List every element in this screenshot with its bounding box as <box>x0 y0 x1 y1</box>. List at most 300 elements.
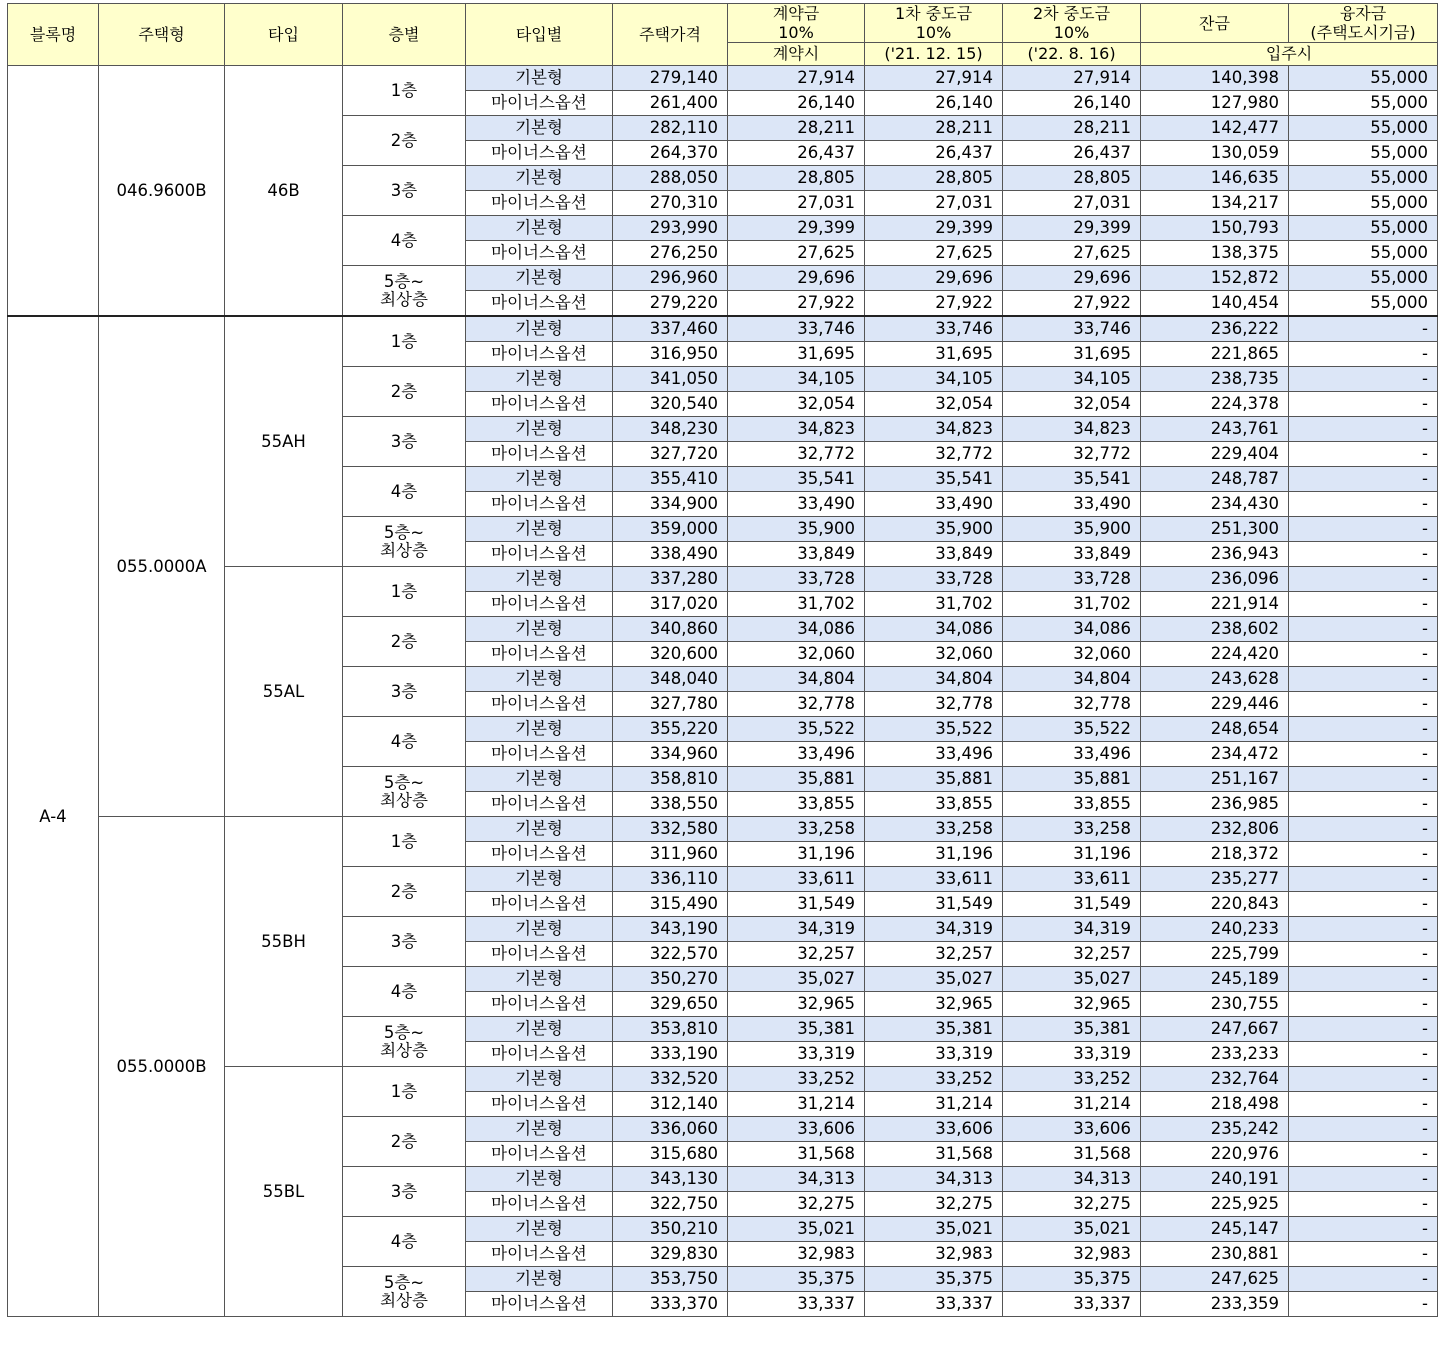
contract-cell: 26,437 <box>728 141 865 166</box>
option-minus-cell: 마이너스옵션 <box>466 992 613 1017</box>
balance-cell: 220,843 <box>1141 892 1289 917</box>
price-cell: 350,210 <box>613 1217 728 1242</box>
mid2-cell: 28,805 <box>1003 166 1141 191</box>
floor-label: 2층 <box>390 631 418 651</box>
price-cell: 334,900 <box>613 492 728 517</box>
table-row <box>8 66 1438 91</box>
loan-cell: - <box>1289 567 1438 592</box>
contract-cell: 35,021 <box>728 1217 865 1242</box>
contract-cell: 34,319 <box>728 917 865 942</box>
price-cell: 333,190 <box>613 1042 728 1067</box>
floor-label: 4층 <box>390 1231 418 1251</box>
price-cell: 348,040 <box>613 667 728 692</box>
floor-label: 5층~ <box>383 772 425 792</box>
mid1-cell: 32,275 <box>865 1192 1003 1217</box>
mid1-cell: 26,437 <box>865 141 1003 166</box>
option-basic-cell: 기본형 <box>466 717 613 742</box>
price-cell: 348,230 <box>613 417 728 442</box>
header-loan <box>1289 4 1438 43</box>
balance-cell: 245,147 <box>1141 1217 1289 1242</box>
balance-cell: 229,446 <box>1141 692 1289 717</box>
price-cell: 315,490 <box>613 892 728 917</box>
price-cell: 341,050 <box>613 367 728 392</box>
contract-cell: 31,196 <box>728 842 865 867</box>
loan-cell: - <box>1289 1017 1438 1042</box>
loan-cell: 55,000 <box>1289 116 1438 141</box>
contract-cell: 35,381 <box>728 1017 865 1042</box>
mid2-cell: 33,611 <box>1003 867 1141 892</box>
balance-cell: 236,943 <box>1141 542 1289 567</box>
contract-cell: 33,728 <box>728 567 865 592</box>
mid1-cell: 28,211 <box>865 116 1003 141</box>
mid1-cell: 35,375 <box>865 1267 1003 1292</box>
floor-cell <box>343 567 466 617</box>
floor-label: 4층 <box>390 731 418 751</box>
contract-cell: 34,313 <box>728 1167 865 1192</box>
block-name-cell: A-4 <box>8 316 99 1317</box>
loan-cell: - <box>1289 342 1438 367</box>
mid1-cell: 33,611 <box>865 867 1003 892</box>
mid1-cell: 29,399 <box>865 216 1003 241</box>
mid2-cell: 35,881 <box>1003 767 1141 792</box>
loan-cell: - <box>1289 467 1438 492</box>
type-cell: 55AL <box>225 567 343 817</box>
price-cell: 355,220 <box>613 717 728 742</box>
contract-cell: 31,702 <box>728 592 865 617</box>
loan-cell: - <box>1289 1067 1438 1092</box>
option-minus-cell: 마이너스옵션 <box>466 592 613 617</box>
floor-label: 2층 <box>390 130 418 150</box>
mid1-cell: 35,881 <box>865 767 1003 792</box>
option-minus-cell: 마이너스옵션 <box>466 1292 613 1317</box>
loan-cell: - <box>1289 842 1438 867</box>
contract-cell: 32,060 <box>728 642 865 667</box>
option-basic-cell: 기본형 <box>466 1217 613 1242</box>
loan-cell: - <box>1289 1142 1438 1167</box>
floor-label: 2층 <box>390 1131 418 1151</box>
loan-cell: - <box>1289 1117 1438 1142</box>
loan-cell: - <box>1289 817 1438 842</box>
balance-cell: 236,985 <box>1141 792 1289 817</box>
balance-cell: 221,914 <box>1141 592 1289 617</box>
balance-cell: 220,976 <box>1141 1142 1289 1167</box>
option-minus-cell: 마이너스옵션 <box>466 1142 613 1167</box>
balance-cell: 224,378 <box>1141 392 1289 417</box>
loan-cell: 55,000 <box>1289 291 1438 317</box>
balance-cell: 235,242 <box>1141 1117 1289 1142</box>
option-basic-cell: 기본형 <box>466 467 613 492</box>
price-table <box>7 3 1438 1317</box>
floor-cell <box>343 216 466 266</box>
floor-cell <box>343 967 466 1017</box>
floor-cell <box>343 617 466 667</box>
price-cell: 327,720 <box>613 442 728 467</box>
header-floor: 층별 <box>343 4 466 66</box>
option-basic-cell: 기본형 <box>466 617 613 642</box>
price-cell: 311,960 <box>613 842 728 867</box>
option-basic-cell: 기본형 <box>466 216 613 241</box>
floor-label: 5층~ <box>383 1272 425 1292</box>
loan-cell: - <box>1289 892 1438 917</box>
option-minus-cell: 마이너스옵션 <box>466 342 613 367</box>
contract-cell: 27,914 <box>728 66 865 91</box>
mid1-cell: 32,983 <box>865 1242 1003 1267</box>
floor-label: 5층~ <box>383 1022 425 1042</box>
table-row <box>8 817 1438 842</box>
loan-cell: - <box>1289 992 1438 1017</box>
option-minus-cell: 마이너스옵션 <box>466 1042 613 1067</box>
loan-cell: - <box>1289 542 1438 567</box>
floor-cell <box>343 66 466 116</box>
mid1-cell: 34,319 <box>865 917 1003 942</box>
balance-cell: 251,300 <box>1141 517 1289 542</box>
mid2-cell: 35,900 <box>1003 517 1141 542</box>
loan-cell: 55,000 <box>1289 216 1438 241</box>
mid2-cell: 27,031 <box>1003 191 1141 216</box>
housing-type-cell: 046.9600B <box>99 66 225 317</box>
mid2-cell: 33,252 <box>1003 1067 1141 1092</box>
floor-label: 5층~ <box>383 271 425 291</box>
floor-cell <box>343 717 466 767</box>
mid2-cell: 31,214 <box>1003 1092 1141 1117</box>
loan-cell: - <box>1289 942 1438 967</box>
mid2-cell: 33,337 <box>1003 1292 1141 1317</box>
floor-cell <box>343 917 466 967</box>
mid2-cell: 33,319 <box>1003 1042 1141 1067</box>
mid2-cell: 27,914 <box>1003 66 1141 91</box>
floor-label-top: 최상층 <box>380 540 428 560</box>
balance-cell: 134,217 <box>1141 191 1289 216</box>
contract-cell: 33,252 <box>728 1067 865 1092</box>
floor-label: 2층 <box>390 881 418 901</box>
floor-cell <box>343 1267 466 1317</box>
floor-label: 3층 <box>390 431 418 451</box>
contract-cell: 31,568 <box>728 1142 865 1167</box>
mid2-cell: 35,541 <box>1003 467 1141 492</box>
contract-cell: 35,541 <box>728 467 865 492</box>
option-basic-cell: 기본형 <box>466 567 613 592</box>
option-basic-cell: 기본형 <box>466 517 613 542</box>
mid1-cell: 27,922 <box>865 291 1003 317</box>
mid1-cell: 26,140 <box>865 91 1003 116</box>
mid2-cell: 26,437 <box>1003 141 1141 166</box>
floor-cell <box>343 467 466 517</box>
contract-cell: 32,983 <box>728 1242 865 1267</box>
option-minus-cell: 마이너스옵션 <box>466 241 613 266</box>
option-minus-cell: 마이너스옵션 <box>466 1192 613 1217</box>
loan-cell: - <box>1289 767 1438 792</box>
price-cell: 279,140 <box>613 66 728 91</box>
option-basic-cell: 기본형 <box>466 1017 613 1042</box>
loan-cell: 55,000 <box>1289 191 1438 216</box>
contract-cell: 27,031 <box>728 191 865 216</box>
loan-cell: 55,000 <box>1289 66 1438 91</box>
mid1-cell: 27,031 <box>865 191 1003 216</box>
mid1-cell: 32,054 <box>865 392 1003 417</box>
balance-cell: 230,755 <box>1141 992 1289 1017</box>
mid2-cell: 34,823 <box>1003 417 1141 442</box>
option-basic-cell: 기본형 <box>466 1167 613 1192</box>
price-cell: 359,000 <box>613 517 728 542</box>
mid1-cell: 31,702 <box>865 592 1003 617</box>
price-cell: 336,060 <box>613 1117 728 1142</box>
option-minus-cell: 마이너스옵션 <box>466 392 613 417</box>
mid2-cell: 33,728 <box>1003 567 1141 592</box>
floor-cell <box>343 517 466 567</box>
floor-label: 3층 <box>390 931 418 951</box>
loan-cell: - <box>1289 592 1438 617</box>
price-cell: 316,950 <box>613 342 728 367</box>
mid1-cell: 34,823 <box>865 417 1003 442</box>
loan-cell: - <box>1289 1242 1438 1267</box>
option-basic-cell: 기본형 <box>466 1067 613 1092</box>
loan-cell: - <box>1289 417 1438 442</box>
price-cell: 288,050 <box>613 166 728 191</box>
option-basic-cell: 기본형 <box>466 116 613 141</box>
option-basic-cell: 기본형 <box>466 867 613 892</box>
loan-cell: 55,000 <box>1289 166 1438 191</box>
header-type: 타입 <box>225 4 343 66</box>
option-basic-cell: 기본형 <box>466 316 613 342</box>
mid2-cell: 31,568 <box>1003 1142 1141 1167</box>
balance-cell: 224,420 <box>1141 642 1289 667</box>
price-cell: 329,650 <box>613 992 728 1017</box>
floor-label: 1층 <box>390 80 418 100</box>
contract-cell: 35,881 <box>728 767 865 792</box>
price-cell: 293,990 <box>613 216 728 241</box>
option-basic-cell: 기본형 <box>466 767 613 792</box>
mid1-cell: 33,728 <box>865 567 1003 592</box>
option-minus-cell: 마이너스옵션 <box>466 141 613 166</box>
balance-cell: 130,059 <box>1141 141 1289 166</box>
mid1-cell: 33,258 <box>865 817 1003 842</box>
balance-cell: 238,735 <box>1141 367 1289 392</box>
mid2-cell: 35,027 <box>1003 967 1141 992</box>
loan-cell: - <box>1289 742 1438 767</box>
header-mid2 <box>1003 4 1141 43</box>
option-minus-cell: 마이너스옵션 <box>466 191 613 216</box>
contract-cell: 33,611 <box>728 867 865 892</box>
mid1-cell: 33,606 <box>865 1117 1003 1142</box>
option-minus-cell: 마이너스옵션 <box>466 1092 613 1117</box>
price-cell: 332,520 <box>613 1067 728 1092</box>
mid1-cell: 31,568 <box>865 1142 1003 1167</box>
loan-cell: 55,000 <box>1289 266 1438 291</box>
balance-cell: 229,404 <box>1141 442 1289 467</box>
floor-label: 3층 <box>390 1181 418 1201</box>
header-mid1-pct: 10% <box>915 23 952 42</box>
table-body <box>8 66 1438 1317</box>
price-cell: 322,750 <box>613 1192 728 1217</box>
mid1-cell: 32,965 <box>865 992 1003 1017</box>
mid1-cell: 33,490 <box>865 492 1003 517</box>
loan-cell: - <box>1289 1192 1438 1217</box>
balance-cell: 235,277 <box>1141 867 1289 892</box>
balance-cell: 240,191 <box>1141 1167 1289 1192</box>
mid2-cell: 27,625 <box>1003 241 1141 266</box>
price-cell: 337,460 <box>613 316 728 342</box>
mid2-cell: 34,313 <box>1003 1167 1141 1192</box>
contract-cell: 32,772 <box>728 442 865 467</box>
balance-cell: 225,799 <box>1141 942 1289 967</box>
mid2-cell: 32,983 <box>1003 1242 1141 1267</box>
balance-cell: 221,865 <box>1141 342 1289 367</box>
price-cell: 279,220 <box>613 291 728 317</box>
mid2-cell: 34,105 <box>1003 367 1141 392</box>
price-cell: 353,750 <box>613 1267 728 1292</box>
floor-cell <box>343 266 466 317</box>
balance-cell: 152,872 <box>1141 266 1289 291</box>
loan-cell: - <box>1289 917 1438 942</box>
mid2-cell: 33,849 <box>1003 542 1141 567</box>
mid2-cell: 31,196 <box>1003 842 1141 867</box>
contract-cell: 27,922 <box>728 291 865 317</box>
balance-cell: 236,222 <box>1141 316 1289 342</box>
mid2-cell: 33,496 <box>1003 742 1141 767</box>
contract-cell: 33,746 <box>728 316 865 342</box>
contract-cell: 26,140 <box>728 91 865 116</box>
price-cell: 353,810 <box>613 1017 728 1042</box>
mid2-cell: 33,606 <box>1003 1117 1141 1142</box>
price-cell: 320,540 <box>613 392 728 417</box>
floor-cell <box>343 1117 466 1167</box>
option-minus-cell: 마이너스옵션 <box>466 842 613 867</box>
type-cell: 55BH <box>225 817 343 1067</box>
balance-cell: 142,477 <box>1141 116 1289 141</box>
price-cell: 312,140 <box>613 1092 728 1117</box>
loan-cell: - <box>1289 1292 1438 1317</box>
loan-cell: - <box>1289 1217 1438 1242</box>
header-move-in: 입주시 <box>1141 43 1438 66</box>
floor-label: 1층 <box>390 831 418 851</box>
loan-cell: - <box>1289 316 1438 342</box>
price-cell: 320,600 <box>613 642 728 667</box>
loan-cell: - <box>1289 1042 1438 1067</box>
loan-cell: 55,000 <box>1289 141 1438 166</box>
loan-cell: - <box>1289 792 1438 817</box>
contract-cell: 33,490 <box>728 492 865 517</box>
floor-cell <box>343 817 466 867</box>
balance-cell: 150,793 <box>1141 216 1289 241</box>
loan-cell: - <box>1289 617 1438 642</box>
mid2-cell: 32,778 <box>1003 692 1141 717</box>
floor-label: 4층 <box>390 981 418 1001</box>
contract-cell: 32,275 <box>728 1192 865 1217</box>
type-cell: 46B <box>225 66 343 317</box>
contract-cell: 29,399 <box>728 216 865 241</box>
contract-cell: 35,522 <box>728 717 865 742</box>
loan-cell: - <box>1289 517 1438 542</box>
contract-cell: 32,054 <box>728 392 865 417</box>
loan-cell: - <box>1289 692 1438 717</box>
balance-cell: 225,925 <box>1141 1192 1289 1217</box>
option-basic-cell: 기본형 <box>466 817 613 842</box>
mid1-cell: 32,257 <box>865 942 1003 967</box>
mid2-cell: 32,965 <box>1003 992 1141 1017</box>
floor-label: 5층~ <box>383 522 425 542</box>
contract-cell: 28,211 <box>728 116 865 141</box>
mid1-cell: 28,805 <box>865 166 1003 191</box>
mid2-cell: 34,319 <box>1003 917 1141 942</box>
header-mid1 <box>865 4 1003 43</box>
price-cell: 355,410 <box>613 467 728 492</box>
option-minus-cell: 마이너스옵션 <box>466 91 613 116</box>
mid2-cell: 29,696 <box>1003 266 1141 291</box>
mid1-cell: 35,522 <box>865 717 1003 742</box>
housing-type-cell: 055.0000B <box>99 817 225 1317</box>
header-contract-sub: 계약시 <box>728 43 865 66</box>
mid2-cell: 29,399 <box>1003 216 1141 241</box>
loan-cell: 55,000 <box>1289 241 1438 266</box>
floor-cell <box>343 166 466 216</box>
table-row <box>8 316 1438 342</box>
price-cell: 336,110 <box>613 867 728 892</box>
floor-label: 1층 <box>390 581 418 601</box>
mid1-cell: 34,086 <box>865 617 1003 642</box>
floor-cell <box>343 316 466 367</box>
contract-cell: 35,375 <box>728 1267 865 1292</box>
price-cell: 350,270 <box>613 967 728 992</box>
header-housing-type: 주택형 <box>99 4 225 66</box>
balance-cell: 247,625 <box>1141 1267 1289 1292</box>
price-cell: 276,250 <box>613 241 728 266</box>
floor-cell <box>343 116 466 166</box>
price-cell: 261,400 <box>613 91 728 116</box>
balance-cell: 232,806 <box>1141 817 1289 842</box>
balance-cell: 245,189 <box>1141 967 1289 992</box>
mid2-cell: 34,086 <box>1003 617 1141 642</box>
loan-cell: - <box>1289 717 1438 742</box>
mid1-cell: 27,625 <box>865 241 1003 266</box>
mid1-cell: 34,105 <box>865 367 1003 392</box>
balance-cell: 234,430 <box>1141 492 1289 517</box>
option-minus-cell: 마이너스옵션 <box>466 542 613 567</box>
loan-cell: - <box>1289 492 1438 517</box>
balance-cell: 233,359 <box>1141 1292 1289 1317</box>
price-cell: 334,960 <box>613 742 728 767</box>
option-basic-cell: 기본형 <box>466 667 613 692</box>
mid2-cell: 32,060 <box>1003 642 1141 667</box>
mid2-cell: 34,804 <box>1003 667 1141 692</box>
mid1-cell: 31,214 <box>865 1092 1003 1117</box>
header-type-option: 타입별 <box>466 4 613 66</box>
option-basic-cell: 기본형 <box>466 1117 613 1142</box>
mid2-cell: 33,746 <box>1003 316 1141 342</box>
floor-label-top: 최상층 <box>380 289 428 309</box>
balance-cell: 251,167 <box>1141 767 1289 792</box>
contract-cell: 34,105 <box>728 367 865 392</box>
contract-cell: 33,258 <box>728 817 865 842</box>
option-basic-cell: 기본형 <box>466 417 613 442</box>
loan-cell: - <box>1289 642 1438 667</box>
option-basic-cell: 기본형 <box>466 266 613 291</box>
loan-cell: - <box>1289 367 1438 392</box>
option-minus-cell: 마이너스옵션 <box>466 1242 613 1267</box>
price-cell: 322,570 <box>613 942 728 967</box>
mid2-cell: 35,522 <box>1003 717 1141 742</box>
mid2-cell: 27,922 <box>1003 291 1141 317</box>
balance-cell: 218,372 <box>1141 842 1289 867</box>
contract-cell: 33,319 <box>728 1042 865 1067</box>
price-cell: 333,370 <box>613 1292 728 1317</box>
floor-label: 3층 <box>390 180 418 200</box>
header-contract <box>728 4 865 43</box>
contract-cell: 32,257 <box>728 942 865 967</box>
option-minus-cell: 마이너스옵션 <box>466 892 613 917</box>
block-name-cell <box>8 66 99 317</box>
option-minus-cell: 마이너스옵션 <box>466 742 613 767</box>
contract-cell: 33,849 <box>728 542 865 567</box>
